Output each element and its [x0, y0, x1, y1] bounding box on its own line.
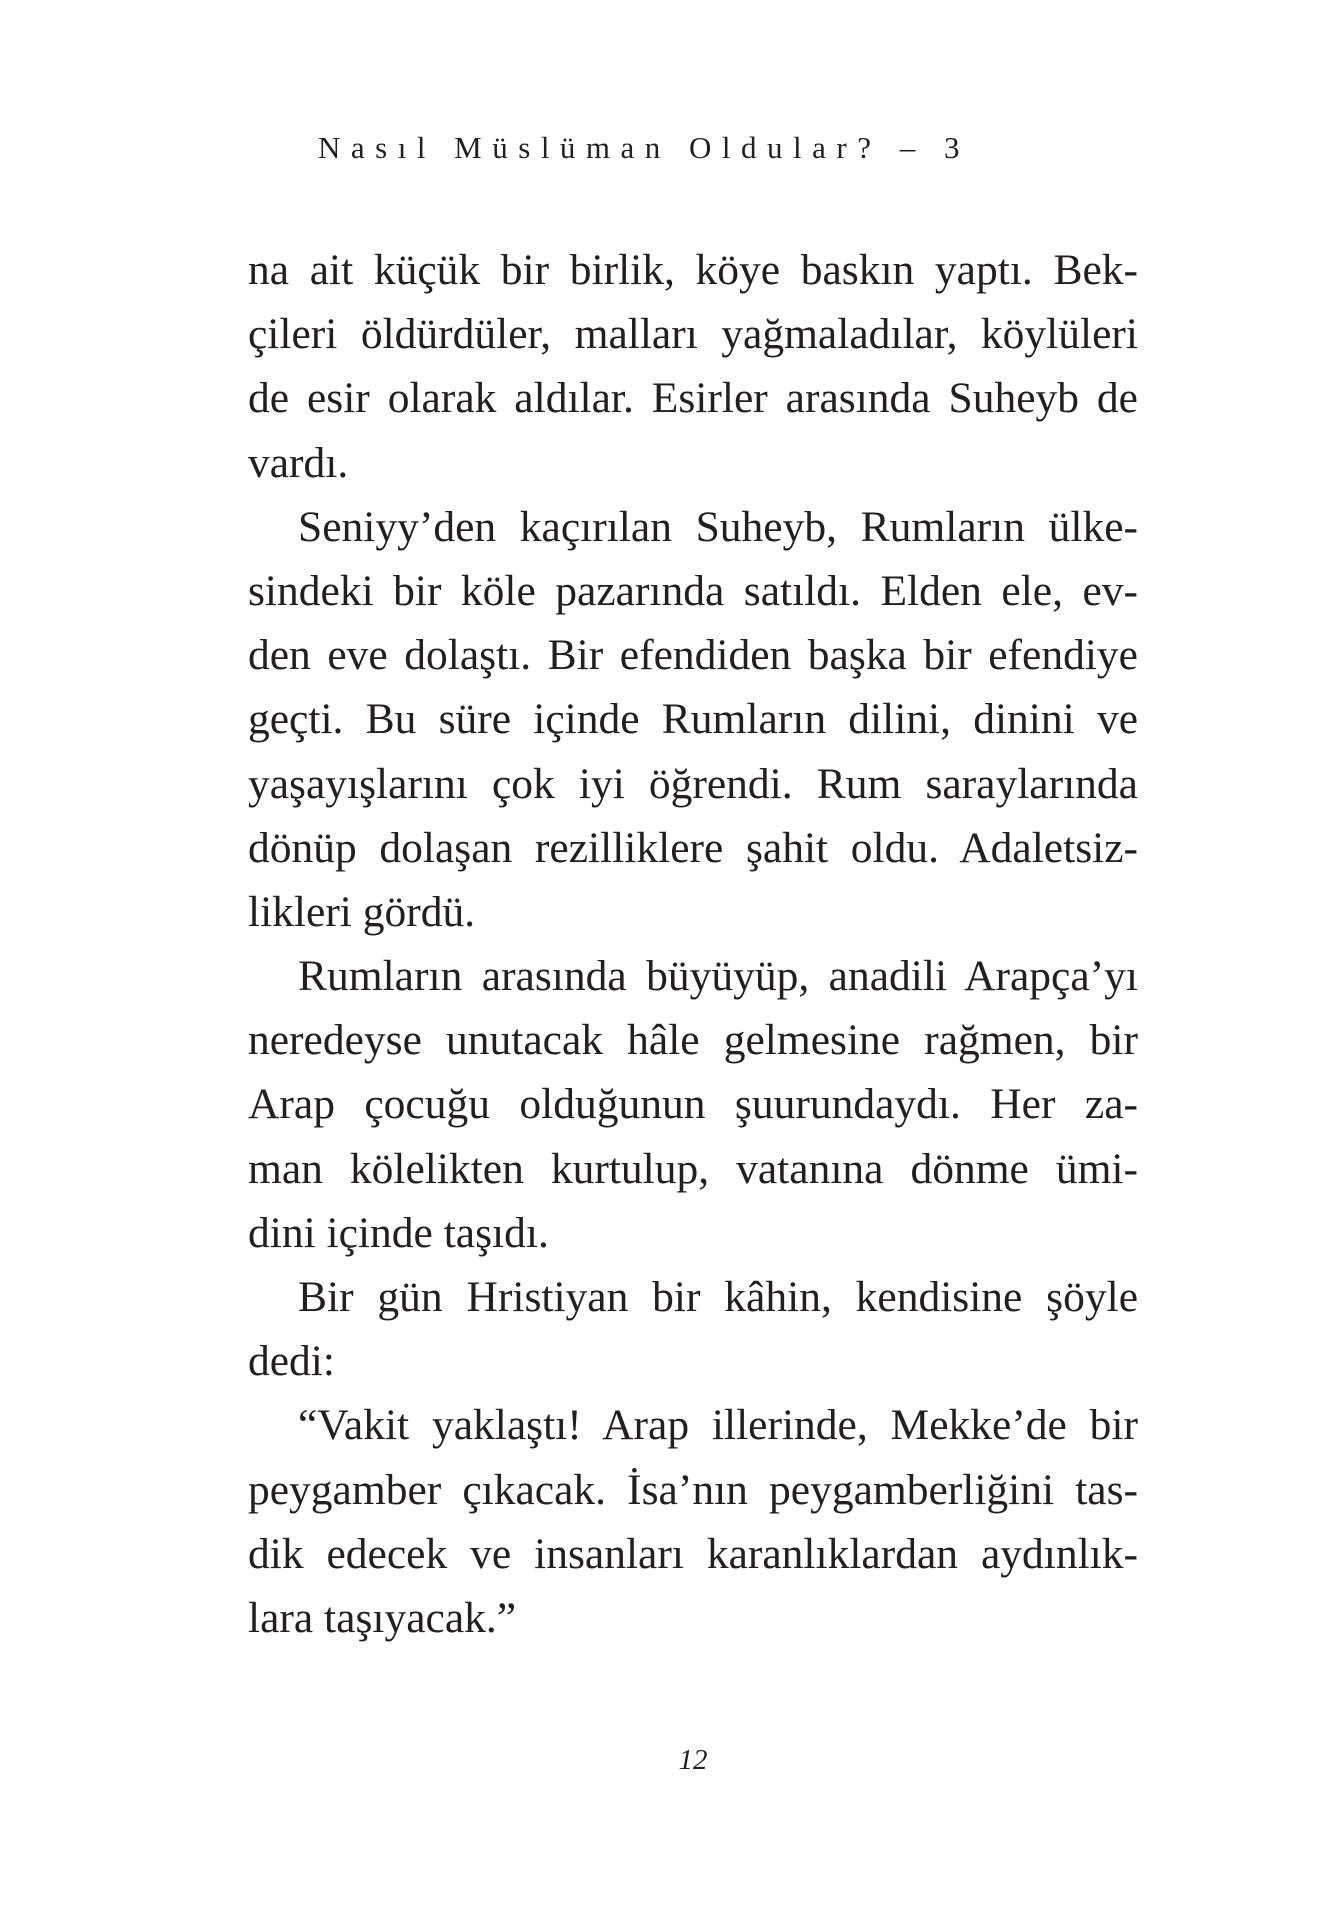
- text-line: dini içinde taşıdı.: [248, 1208, 549, 1257]
- text-line: sindeki bir köle pazarında satıldı. Elden ele, ev-: [248, 566, 1138, 615]
- text-line: geçti. Bu süre içinde Rumların dilini, dinini ve: [248, 695, 1138, 744]
- text-line: vardı.: [248, 438, 349, 487]
- text-line: de esir olarak aldılar. Esirler arasında Suheyb de: [248, 374, 1138, 423]
- text-line: Seniyy’den kaçırılan Suheyb, Rumların ülke-: [298, 502, 1138, 551]
- text-line: na ait küçük bir birlik, köye baskın yaptı. Bek-: [248, 246, 1138, 294]
- text-line: man kölelikten kurtulup, vatanına dönme ümi-: [248, 1144, 1138, 1193]
- running-head-title: Nasıl Müslüman Oldular? – 3: [318, 130, 971, 165]
- text-line: Bir gün Hristiyan bir kâhin, kendisine şöyle: [298, 1273, 1138, 1321]
- text-line: den eve dolaştı. Bir efendiden başka bir efendiye: [248, 631, 1138, 680]
- body-text: [248, 238, 1138, 1650]
- text-line: “Vakit yaklaştı! Arap illerinde, Mekke’de bir: [298, 1401, 1138, 1450]
- text-line: Rumların arasında büyüyüp, anadili Arapça’yı: [298, 952, 1138, 1001]
- text-line: neredeyse unutacak hâle gelmesine rağmen, bir: [248, 1016, 1138, 1065]
- text-line: çileri öldürdüler, malları yağmaladılar, köylüleri: [248, 310, 1138, 359]
- text-line: dedi:: [248, 1337, 335, 1386]
- text-line: lara taşıyacak.”: [248, 1593, 517, 1642]
- text-line: dönüp dolaşan rezilliklere şahit oldu. Adaletsiz-: [248, 823, 1138, 872]
- text-line: yaşayışlarını çok iyi öğrendi. Rum saraylarında: [248, 759, 1138, 808]
- text-line: likleri gördü.: [248, 887, 476, 936]
- text-line: Arap çocuğu olduğunun şuurundaydı. Her za-: [248, 1080, 1138, 1129]
- text-line: dik edecek ve insanları karanlıklardan aydınlık-: [248, 1529, 1138, 1578]
- text-line: peygamber çıkacak. İsa’nın peygamberliğini tas-: [248, 1465, 1138, 1514]
- page-number: 12: [678, 1744, 708, 1776]
